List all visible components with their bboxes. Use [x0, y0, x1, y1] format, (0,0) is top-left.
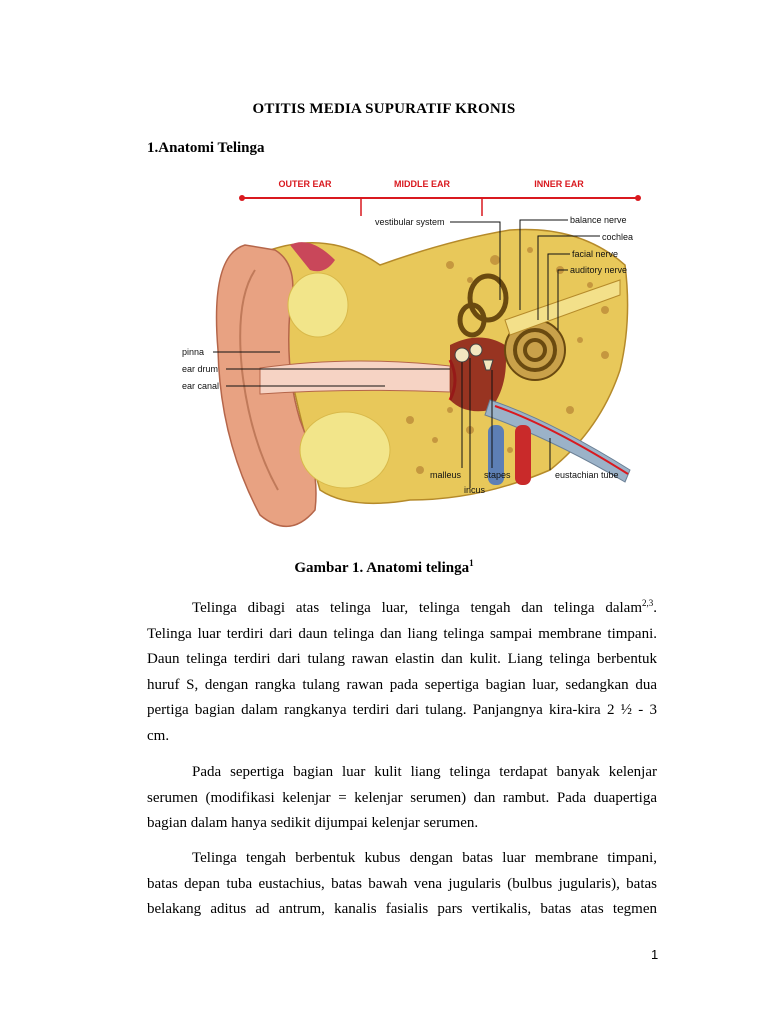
region-bar: [239, 179, 641, 216]
paragraph-line: Telinga tengah berbentuk kubus dengan batas luar membrane timpani,: [192, 850, 657, 866]
paragraph-line: bagian dalam hanya sedikit dijumpai kelenjar serumen.: [147, 815, 479, 831]
citation-ref: 2,3: [642, 598, 654, 608]
paragraph-1: [147, 596, 657, 749]
label-auditory-nerve: auditory nerve: [570, 265, 628, 275]
label-balance-nerve: balance nerve: [570, 215, 627, 225]
label-ear-canal: ear canal: [182, 381, 220, 391]
label-eustachian-tube: eustachian tube: [555, 470, 619, 480]
paragraph-2: [147, 760, 657, 837]
paragraph-3: [147, 846, 657, 923]
ear-anatomy-figure: [150, 170, 650, 545]
figure-caption: Gambar 1. Anatomi telinga$^1$: [294, 558, 474, 576]
paragraph-line: Daun telinga terdiri dari tulang rawan elastin dan kulit. Liang telinga berbentuk: [147, 651, 657, 667]
region-middle-ear: MIDDLE EAR: [394, 179, 450, 189]
paragraph-line: Pada sepertiga bagian luar kulit liang telinga terdapat banyak kelenjar: [192, 764, 657, 780]
label-pinna: pinna: [182, 347, 205, 357]
label-incus: incus: [464, 485, 486, 495]
paragraph-line: pertiga bagian dalam rangkanya terdiri dari tulang. Panjangnya kira-kira 2 ½ - 3: [147, 702, 657, 718]
paragraph-line: cm.: [147, 727, 170, 744]
caption-reference: 1: [469, 558, 474, 568]
label-stapes: stapes: [484, 470, 511, 480]
paragraph-line: huruf S, dengan rangka tulang rawan pada sepertiga bagian luar, sedangkan dua: [147, 676, 657, 693]
paragraph-line: Telinga dibagi atas telinga luar, telinga tengah dan telinga dalam$^{2,3}$.: [192, 598, 657, 616]
label-vestibular-system: vestibular system: [375, 217, 445, 227]
label-malleus: malleus: [430, 470, 462, 480]
paragraph-line: batas depan tuba eustachius, batas bawah vena jugularis (bulbus jugularis), batas: [147, 875, 657, 892]
region-inner-ear: INNER EAR: [534, 179, 584, 189]
page-title: OTITIS MEDIA SUPURATIF KRONIS: [252, 101, 516, 117]
label-ear-drum: ear drum: [182, 364, 219, 374]
page-number: 1: [651, 947, 659, 962]
section-heading: 1.Anatomi Telinga: [147, 140, 265, 156]
ear-illustration: [217, 229, 630, 526]
paragraph-line: serumen (modifikasi kelenjar = kelenjar serumen) dan rambut. Pada duapertiga: [147, 789, 657, 806]
label-facial-nerve: facial nerve: [572, 249, 619, 259]
paragraph-line: belakang aditus ad antrum, kanalis fasialis pars vertikalis, batas atas tegmen: [147, 901, 657, 917]
label-cochlea: cochlea: [602, 232, 634, 242]
region-outer-ear: OUTER EAR: [278, 179, 332, 189]
paragraph-line: Telinga luar terdiri dari daun telinga dan liang telinga sampai membrane timpani.: [147, 625, 657, 642]
